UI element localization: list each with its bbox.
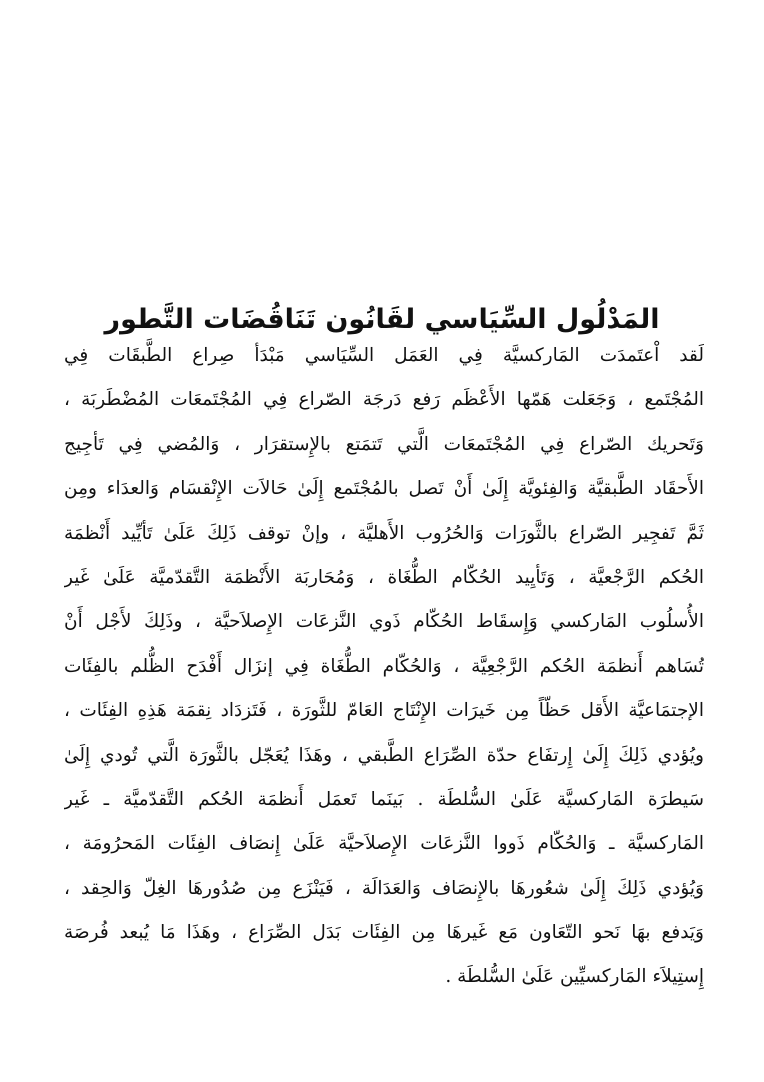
body-paragraph — [64, 334, 704, 1000]
text-line: وَتَحريك الصّراع فِي المُجْتَمعَات الَّتي تَتمَتع بالإِستقرَار ، وَالمُضي فِي تَأجِيج — [64, 433, 704, 455]
text-line: المَاركسيَّة ـ وَالحُكّام ذَووا النَّزعَات الإِصلاَحيَّة عَلَىٰ إِنصَاف الفِئَات المَحرُومَة ، — [64, 833, 704, 855]
text-line: ويُؤدي ذَلِكَ إِلَىٰ إِرتفَاع حدّة الصِّرَاع الطَّبقي ، وهَذَا يُعَجّل بالثَّورَة الَّتي تُودي إِلَىٰ — [64, 744, 704, 766]
text-line: الإجتمَاعيَّة الأَقل حَظّاً مِن خَيرَات الإِنْتَاج العَامّ للثَّورَة ، فَتَزدَاد نِقمَة هَذِهِ الفِئَات ، — [64, 700, 704, 722]
text-line: وَيَدفع بهَا نَحو التّعَاون مَع غَيرهَا مِن الفِئَات بَدَل الصِّرَاع ، وهَذَا مَا يُبعد فُرصَة — [64, 922, 704, 944]
text-line: المُجْتَمع ، وَجَعَلت هَمّها الأَعْظَم رَفع دَرجَة الصّراع فِي المُجْتَمعَات المُضْطَربَة ، — [64, 389, 704, 411]
text-line: الأَحقَاد الطَّبقيَّة وَالفِئويَّة إِلَىٰ أَنْ تَصل بالمُجْتَمع إِلَىٰ حَالاَت الإِنْقسَام وَالعدَاء ومِن — [64, 478, 704, 500]
text-line: وَيُؤدي ذَلِكَ إِلَىٰ شعُورهَا بالإِنصَاف وَالعَدَالَة ، فَيَنْزَع مِن صُدُورهَا الغِلّ وَالحِقد ، — [64, 877, 704, 899]
text-line: لَقد اْعتَمدَت المَاركسيَّة فِي العَمَل السِّيَاسي مَبْدَأ صِراع الطَّبقَات فِي — [64, 345, 704, 366]
text-line: إِستِيلاَء المَاركسيِّين عَلَىٰ السُّلطَة . — [445, 966, 704, 988]
text-line: سَيطرَة المَاركسيَّة عَلَىٰ السُّلطَة . بَينَما تَعمَل أَنظمَة الحُكم التَّقدّميَّة ـ غَير — [64, 788, 704, 810]
page-title: المَدْلُول السِّيَاسي لقَانُون تَنَاقُضَات التَّطور — [104, 304, 660, 336]
text-line: ثَمَّ تَفجِير الصّراع بالثَّورَات وَالحُرُوب الأَهليَّة ، وإنْ توقف ذَلِكَ عَلَىٰ تَأيِّيد أَنْظمَة — [64, 522, 704, 544]
text-line: الأُسلُوب المَاركسي وَإِسقَاط الحُكّام ذَوي النَّزعَات الإِصلاَحيَّة ، وذَلِكَ لأَجْل أَنْ — [64, 611, 704, 633]
text-line: الحُكم الرَّجْعيَّة ، وَتَأيِيد الحُكّام الطُّغَاة ، وَمُحَاربَة الأَنْظمَة التَّقدّميَّة عَلَىٰ غَير — [64, 566, 704, 588]
text-line: تُسَاهم أَنظمَة الحُكم الرَّجْعِيَّة ، وَالحُكّام الطُّغَاة فِي إنزَال أَفْدَح الظُّلم بالفِئَات — [64, 655, 704, 677]
